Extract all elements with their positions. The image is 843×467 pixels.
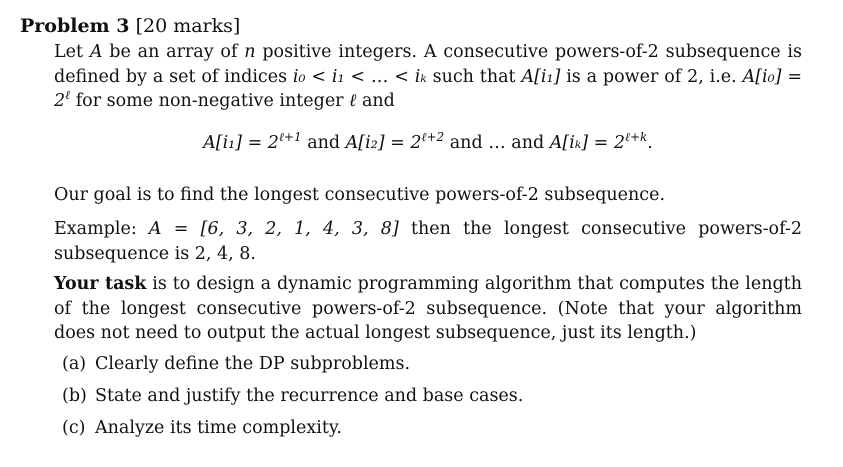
subquestion-label: (c) bbox=[62, 418, 86, 438]
math-var: A bbox=[89, 42, 103, 62]
example-paragraph bbox=[54, 217, 802, 266]
intro-text: be an array of bbox=[102, 42, 245, 62]
task-paragraph bbox=[54, 272, 802, 346]
subquestion-item bbox=[62, 352, 523, 384]
example-label: Example: bbox=[54, 219, 149, 239]
intro-text: Let bbox=[54, 42, 90, 62]
display-text: and … and bbox=[444, 133, 550, 153]
math-exponent: ℓ bbox=[65, 88, 71, 102]
subquestion-item bbox=[62, 384, 523, 416]
intro-paragraph bbox=[54, 40, 802, 114]
intro-text: and bbox=[356, 91, 395, 111]
intro-text: positive integers. A consecutive powers-of-2 subsequence is defined by a set of indices bbox=[54, 42, 803, 87]
intro-text: is a power of 2, i.e. bbox=[560, 66, 743, 87]
example-text: then the longest consecutive powers-of-2 subsequence is 2, 4, 8. bbox=[54, 219, 802, 264]
task-bold: Your task bbox=[54, 274, 147, 294]
subquestion-label: (b) bbox=[62, 386, 87, 406]
math-expr: A[i₁] bbox=[521, 66, 561, 87]
example-array: A = [6, 3, 2, 1, 4, 3, 8] bbox=[148, 219, 399, 239]
display-equation bbox=[54, 131, 802, 155]
math-expr: A[i₀] = 2 bbox=[54, 66, 803, 111]
display-text: . bbox=[647, 133, 653, 153]
problem-title: Problem 3 bbox=[20, 15, 130, 37]
math-var: n bbox=[244, 42, 256, 62]
math-expr: A[iₖ] = 2 bbox=[549, 133, 625, 153]
problem-heading bbox=[20, 14, 240, 38]
subquestion-text: Analyze its time complexity. bbox=[95, 418, 342, 438]
subquestion-text: State and justify the recurrence and base cases. bbox=[95, 386, 524, 406]
math-exponent: ℓ+2 bbox=[421, 130, 445, 144]
problem-marks: [20 marks] bbox=[135, 15, 241, 37]
display-text: and bbox=[301, 133, 346, 153]
math-indices: i₀ < i₁ < … < iₖ bbox=[292, 66, 427, 87]
goal-paragraph: Our goal is to find the longest consecutive powers-of-2 subsequence. bbox=[54, 185, 666, 205]
math-expr: A[i₂] = 2 bbox=[345, 133, 422, 153]
task-text: is to design a dynamic programming algorithm that computes the length of the longest consecutive powers-of-2 subsequence. (Note that your algorithm does not need to output the actual longest subsequence, just its length.) bbox=[54, 274, 802, 343]
intro-text: for some non-negative integer bbox=[70, 91, 350, 111]
subquestion-text: Clearly define the DP subproblems. bbox=[95, 354, 411, 374]
math-expr: A[i₁] = 2 bbox=[203, 133, 279, 153]
math-exponent: ℓ+1 bbox=[278, 130, 302, 144]
subquestion-item bbox=[62, 416, 523, 448]
subquestion-label: (a) bbox=[62, 354, 87, 374]
subquestion-list bbox=[62, 352, 523, 448]
intro-text: such that bbox=[426, 66, 522, 87]
math-var: ℓ bbox=[349, 91, 357, 111]
math-exponent: ℓ+k bbox=[624, 130, 648, 144]
